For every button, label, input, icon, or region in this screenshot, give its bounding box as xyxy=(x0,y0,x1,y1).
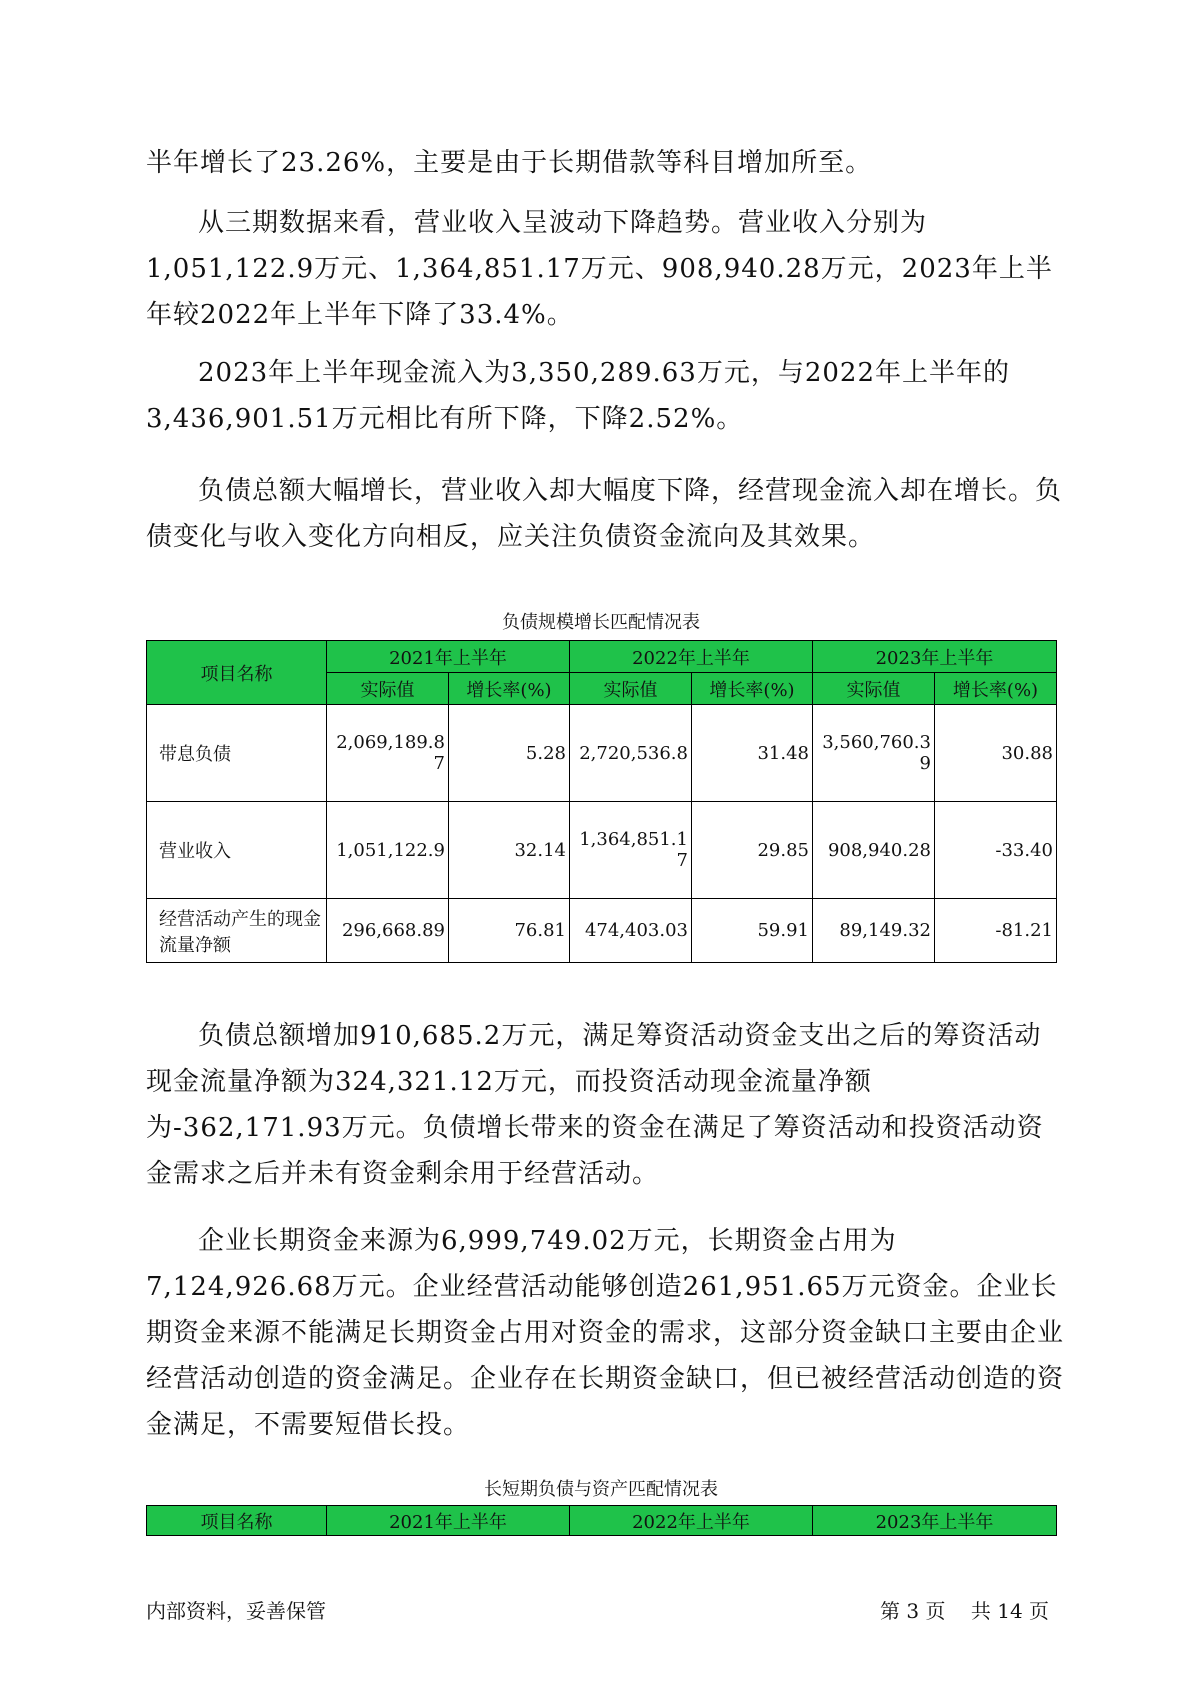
header-value: 实际值 xyxy=(327,673,449,705)
header-rate: 增长率(%) xyxy=(692,673,813,705)
header-item-name: 项目名称 xyxy=(147,1506,327,1536)
header-value: 实际值 xyxy=(813,673,935,705)
header-value: 实际值 xyxy=(570,673,692,705)
cell-value: 89,149.32 xyxy=(813,899,935,963)
header-rate: 增长率(%) xyxy=(935,673,1057,705)
cell-value: 1,364,851.17 xyxy=(570,802,692,899)
row-label: 营业收入 xyxy=(147,802,327,899)
debt-growth-table xyxy=(146,640,1057,963)
cell-rate: 31.48 xyxy=(692,705,813,802)
paragraph-3: 2023年上半年现金流入为3,350,289.63万元，与2022年上半年的3,436,901.51万元相比有所下降，下降2.52%。 xyxy=(146,358,1011,434)
table-row xyxy=(147,899,1057,963)
paragraph-6: 企业长期资金来源为6,999,749.02万元，长期资金占用为7,124,926.68万元。企业经营活动能够创造261,951.65万元资金。企业长期资金来源不能满足长期资金占用对资金的需求，这部分资金缺口主要由企业经营活动创造的资金满足。企业存在长期资金缺口，但已被经营活动创造的资金满足，不需要短借长投。 xyxy=(146,1226,1065,1440)
cell-rate: 29.85 xyxy=(692,802,813,899)
cell-value: 1,051,122.9 xyxy=(327,802,449,899)
paragraph-1: 半年增长了23.26%，主要是由于长期借款等科目增加所至。 xyxy=(146,148,873,178)
table2-caption: 长短期负债与资产匹配情况表 xyxy=(484,1479,718,1500)
cell-value: 908,940.28 xyxy=(813,802,935,899)
table-row xyxy=(147,705,1057,802)
cell-value: 296,668.89 xyxy=(327,899,449,963)
cell-value: 3,560,760.39 xyxy=(813,705,935,802)
paragraph-4: 负债总额大幅增长，营业收入却大幅度下降，经营现金流入却在增长。负债变化与收入变化方向相反，应关注负债资金流向及其效果。 xyxy=(146,476,1063,552)
header-period-2021: 2021年上半年 xyxy=(327,641,570,673)
header-period-2023: 2023年上半年 xyxy=(813,1506,1057,1536)
cell-rate: 76.81 xyxy=(449,899,570,963)
row-label: 经营活动产生的现金流量净额 xyxy=(147,899,327,963)
header-period-2022: 2022年上半年 xyxy=(570,1506,813,1536)
header-period-2022: 2022年上半年 xyxy=(570,641,813,673)
paragraph-2: 从三期数据来看，营业收入呈波动下降趋势。营业收入分别为1,051,122.9万元、1,364,851.17万元、908,940.28万元，2023年上半年较2022年上半年下降了33.4%。 xyxy=(146,208,1053,330)
footer-left: 内部资料，妥善保管 xyxy=(146,1599,326,1623)
header-period-2021: 2021年上半年 xyxy=(327,1506,570,1536)
footer-page-number: 第 3 页 共 14 页 xyxy=(880,1599,1050,1623)
table1-caption: 负债规模增长匹配情况表 xyxy=(502,612,700,633)
cell-rate: 32.14 xyxy=(449,802,570,899)
cell-rate: -33.40 xyxy=(935,802,1057,899)
cell-value: 2,069,189.87 xyxy=(327,705,449,802)
header-item-name: 项目名称 xyxy=(147,641,327,705)
cell-value: 474,403.03 xyxy=(570,899,692,963)
cell-rate: 5.28 xyxy=(449,705,570,802)
long-short-term-table xyxy=(146,1505,1057,1536)
cell-rate: -81.21 xyxy=(935,899,1057,963)
header-period-2023: 2023年上半年 xyxy=(813,641,1057,673)
row-label: 带息负债 xyxy=(147,705,327,802)
cell-value: 2,720,536.8 xyxy=(570,705,692,802)
paragraph-5: 负债总额增加910,685.2万元，满足筹资活动资金支出之后的筹资活动现金流量净额为324,321.12万元，而投资活动现金流量净额为-362,171.93万元。负债增长带来的资金在满足了筹资活动和投资活动资金需求之后并未有资金剩余用于经营活动。 xyxy=(146,1021,1044,1189)
header-rate: 增长率(%) xyxy=(449,673,570,705)
cell-rate: 30.88 xyxy=(935,705,1057,802)
table-row xyxy=(147,802,1057,899)
cell-rate: 59.91 xyxy=(692,899,813,963)
